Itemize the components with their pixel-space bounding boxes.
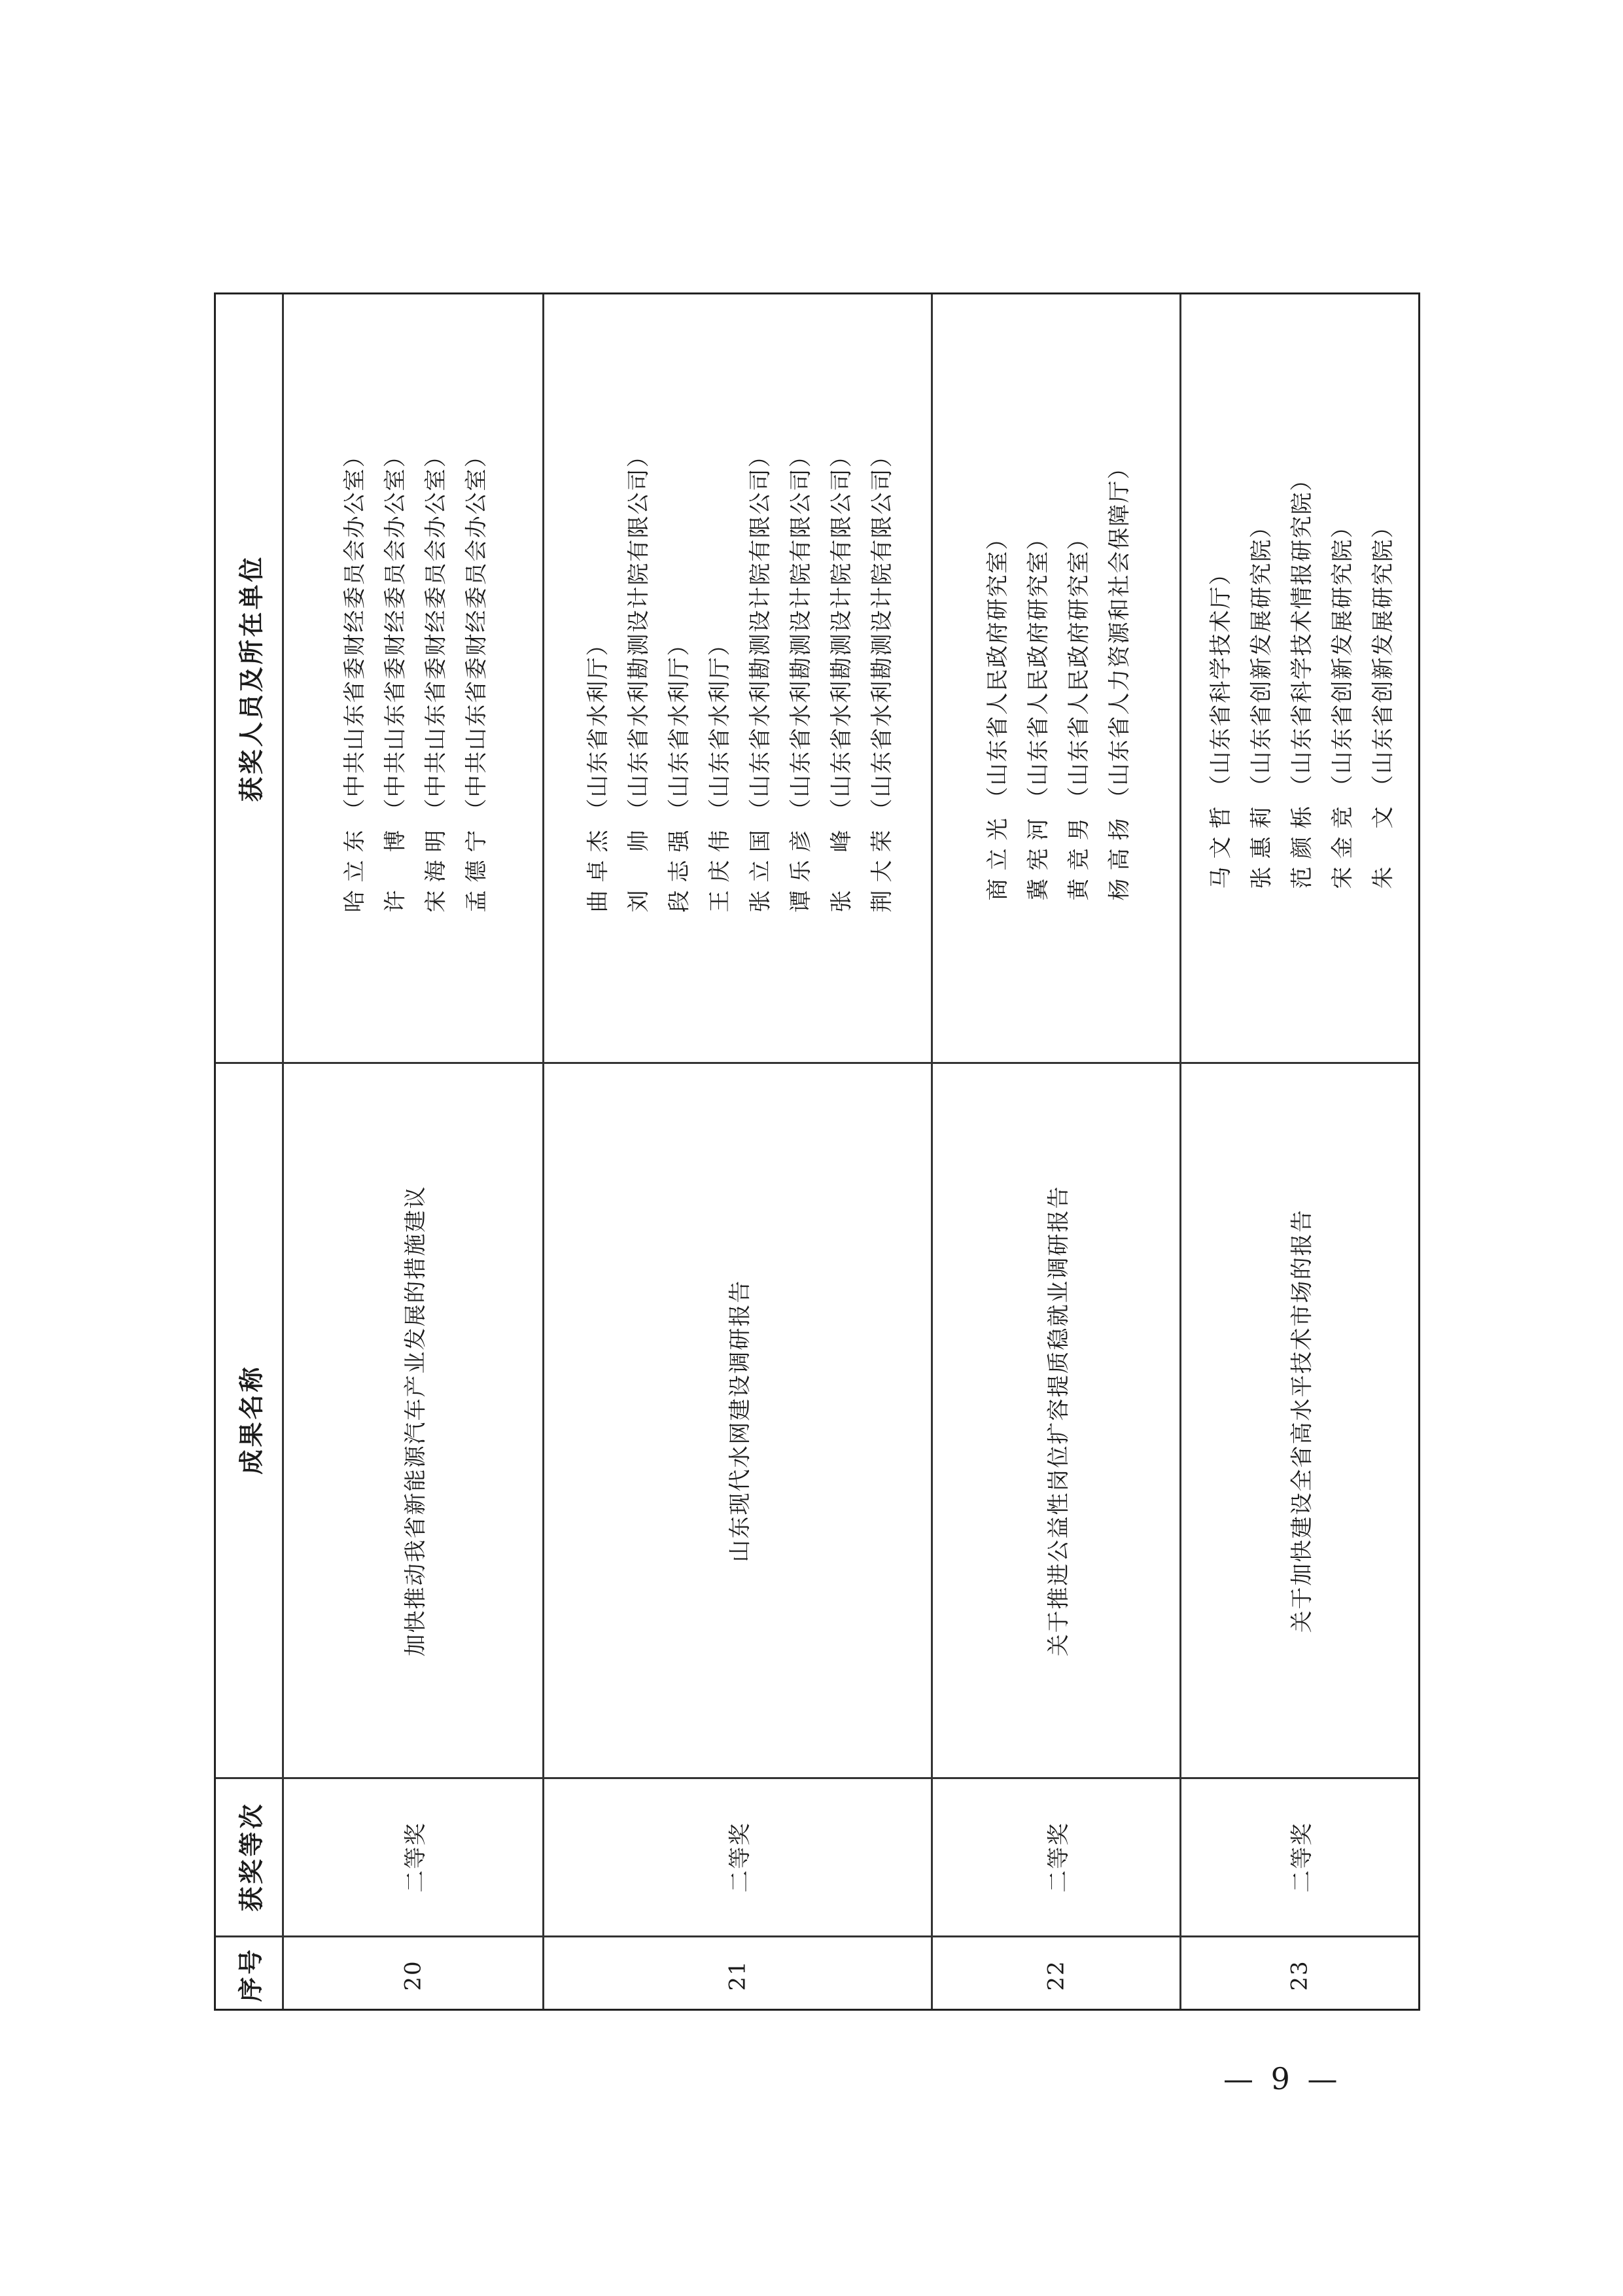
level-cell: 二等奖 xyxy=(1045,1822,1072,1893)
member-name: 商立光 xyxy=(985,817,1011,901)
member-name: 冀宪河 xyxy=(1025,817,1051,901)
member-entry xyxy=(336,444,368,913)
level-cell: 二等奖 xyxy=(727,1822,753,1893)
member-name: 黄竞男 xyxy=(1066,817,1092,901)
title-cell: 加快推动我省新能源汽车产业发展的措施建议 xyxy=(402,1185,428,1656)
member-org: （山东省水利勘测设计院有限公司） xyxy=(747,444,773,821)
member-org: （山东省科学技术情报研究院） xyxy=(1289,467,1316,798)
seq-cell: 22 xyxy=(1043,1959,1070,1991)
member-org: （山东省人力资源和社会保障厅） xyxy=(1106,455,1132,809)
member-entry xyxy=(1284,468,1316,889)
header-level: 获奖等次 xyxy=(237,1801,266,1912)
member-name: 宋海明 xyxy=(423,828,449,913)
member-list xyxy=(336,444,490,913)
page-number: — 9 — xyxy=(1223,2061,1342,2096)
member-org: （中共山东省委财经委员会办公室） xyxy=(423,444,449,821)
member-org: （山东省水利勘测设计院有限公司） xyxy=(625,444,652,821)
member-org: （山东省水利勘测设计院有限公司） xyxy=(788,444,814,821)
member-entry xyxy=(620,444,652,913)
member-entry xyxy=(1203,468,1235,889)
member-name: 王庆伟 xyxy=(707,828,733,913)
member-entry xyxy=(417,444,449,913)
member-org: （山东省人民政府研究室） xyxy=(1025,526,1051,809)
member-org: （山东省科学技术厅） xyxy=(1208,561,1234,798)
member-entry xyxy=(864,444,896,913)
member-name: 宋金竞 xyxy=(1329,805,1356,889)
member-list xyxy=(1203,468,1397,889)
members-cell xyxy=(284,294,542,1062)
member-entry xyxy=(1244,468,1276,889)
member-entry xyxy=(823,444,855,913)
member-name: 许 博 xyxy=(382,828,408,913)
title-cell: 山东现代水网建设调研报告 xyxy=(727,1279,753,1562)
member-org: （山东省人民政府研究室） xyxy=(1066,526,1092,809)
member-org: （中共山东省委财经委员会办公室） xyxy=(382,444,408,821)
members-cell xyxy=(544,294,931,1062)
member-name: 孟德宁 xyxy=(463,828,489,913)
title-cell: 关于推进公益性岗位扩容提质稳就业调研报告 xyxy=(1045,1185,1072,1656)
member-name: 朱 文 xyxy=(1370,805,1397,889)
member-name: 哈立东 xyxy=(341,828,368,913)
seq-cell: 21 xyxy=(724,1959,751,1991)
member-name: 张 峰 xyxy=(828,828,854,913)
member-entry xyxy=(1325,468,1357,889)
member-name: 范颜栎 xyxy=(1289,805,1316,889)
member-entry xyxy=(458,444,490,913)
member-entry xyxy=(979,456,1011,901)
member-entry xyxy=(1365,468,1397,889)
member-entry xyxy=(661,444,693,913)
member-entry xyxy=(701,444,733,913)
awards-table xyxy=(214,292,1420,2011)
member-org: （山东省水利勘测设计院有限公司） xyxy=(869,444,895,821)
member-org: （山东省水利厅） xyxy=(707,632,733,821)
member-org: （山东省创新发展研究院） xyxy=(1370,514,1397,798)
member-entry xyxy=(742,444,774,913)
member-org: （山东省创新发展研究院） xyxy=(1329,514,1356,798)
member-name: 刘 帅 xyxy=(625,828,652,913)
member-entry xyxy=(377,444,409,913)
level-cell: 二等奖 xyxy=(402,1822,428,1893)
member-entry xyxy=(1060,456,1092,901)
member-entry xyxy=(1020,456,1052,901)
member-name: 荆大荣 xyxy=(869,828,895,913)
member-org: （山东省水利勘测设计院有限公司） xyxy=(828,444,854,821)
member-org: （山东省创新发展研究院） xyxy=(1248,514,1275,798)
member-entry xyxy=(1101,456,1133,901)
member-entry xyxy=(580,444,612,913)
member-name: 段志强 xyxy=(666,828,692,913)
member-org: （中共山东省委财经委员会办公室） xyxy=(341,444,368,821)
member-entry xyxy=(782,444,814,913)
member-org: （山东省人民政府研究室） xyxy=(985,526,1011,809)
member-org: （山东省水利厅） xyxy=(666,632,692,821)
member-org: （山东省水利厅） xyxy=(585,632,611,821)
member-name: 张立国 xyxy=(747,828,773,913)
member-list xyxy=(979,456,1133,901)
member-name: 曲卓杰 xyxy=(585,828,611,913)
members-cell xyxy=(933,294,1179,1062)
member-name: 马文哲 xyxy=(1208,805,1234,889)
members-cell xyxy=(1181,294,1418,1062)
member-name: 谭乐彦 xyxy=(788,828,814,913)
level-cell: 二等奖 xyxy=(1289,1822,1316,1893)
header-seq: 序号 xyxy=(236,1946,266,2002)
seq-cell: 20 xyxy=(400,1959,427,1991)
header-members: 获奖人员及所在单位 xyxy=(237,554,266,802)
header-title: 成果名称 xyxy=(237,1364,266,1475)
member-name: 杨高扬 xyxy=(1106,817,1132,901)
seq-cell: 23 xyxy=(1286,1959,1313,1991)
title-cell: 关于加快建设全省高水平技术市场的报告 xyxy=(1289,1209,1316,1633)
member-list xyxy=(580,444,896,913)
member-org: （中共山东省委财经委员会办公室） xyxy=(463,444,489,821)
member-name: 张惠莉 xyxy=(1248,805,1275,889)
